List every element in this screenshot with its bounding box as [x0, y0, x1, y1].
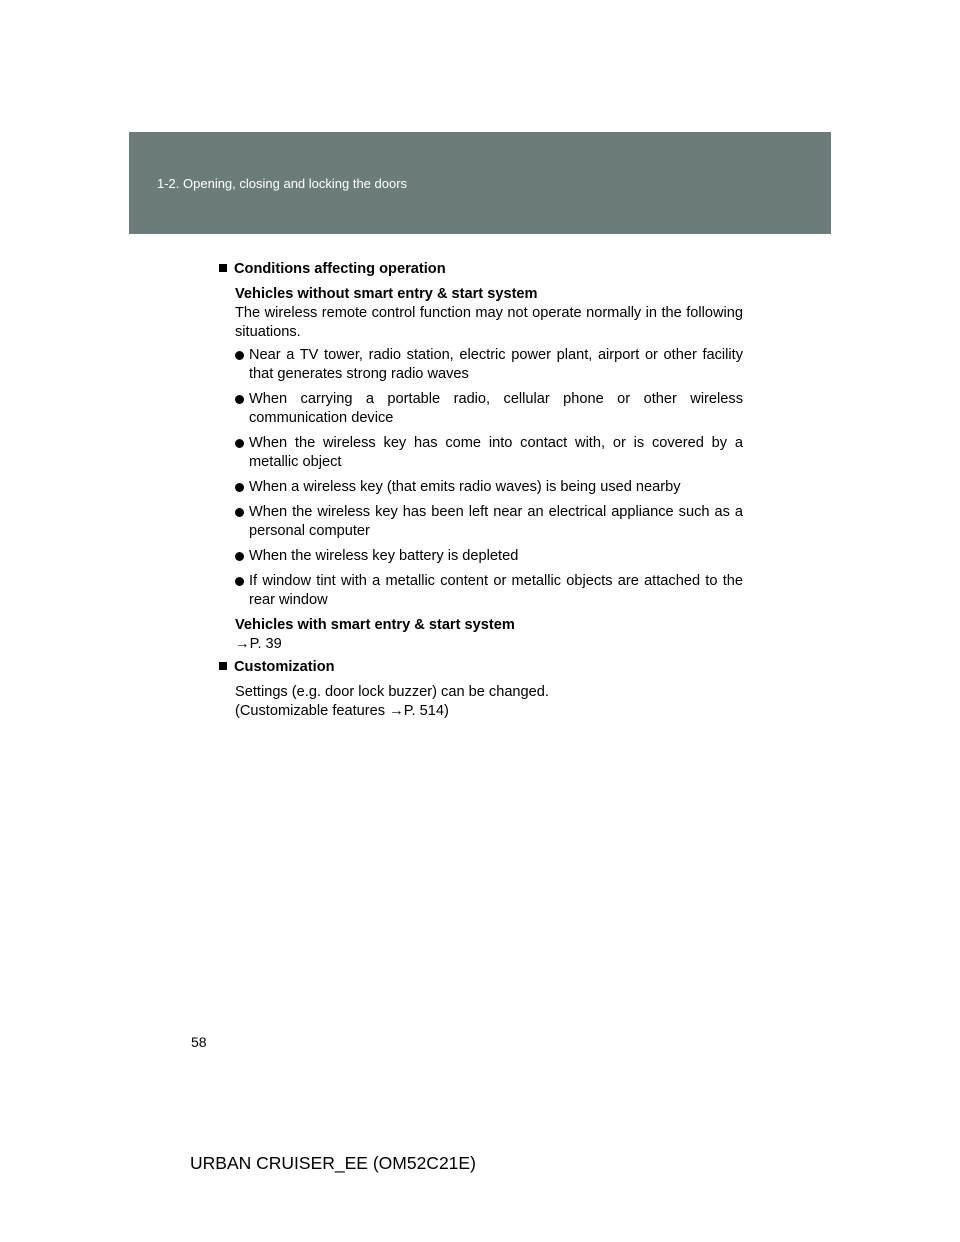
section-body-customization — [235, 683, 743, 721]
section-heading-text: Customization — [234, 659, 335, 675]
round-bullet-icon — [235, 351, 244, 360]
page-reference: →P. 39 — [235, 636, 282, 652]
round-bullet-icon — [235, 577, 244, 586]
subheading-with-smart-entry: Vehicles with smart entry & start system — [235, 617, 515, 633]
page-content — [219, 260, 743, 721]
section-heading-conditions — [219, 260, 743, 279]
list-item — [235, 572, 743, 610]
square-bullet-icon — [219, 662, 227, 670]
list-item-text: When the wireless key battery is depleted — [249, 548, 519, 564]
intro-paragraph: The wireless remote control function may not operate normally in the following situations. — [235, 305, 743, 340]
round-bullet-icon — [235, 508, 244, 517]
list-item-text: When the wireless key has been left near an electrical appliance such as a personal computer — [249, 504, 743, 539]
list-item-text: Near a TV tower, radio station, electric power plant, airport or other facility that generates strong radio waves — [249, 347, 743, 382]
page-number: 58 — [191, 1034, 207, 1050]
list-item-text: When the wireless key has come into contact with, or is covered by a metallic object — [249, 435, 743, 470]
round-bullet-icon — [235, 483, 244, 492]
round-bullet-icon — [235, 439, 244, 448]
square-bullet-icon — [219, 264, 227, 272]
round-bullet-icon — [235, 552, 244, 561]
section-header-title: 1-2. Opening, closing and locking the doors — [157, 176, 408, 191]
list-item — [235, 478, 743, 497]
section-heading-text: Conditions affecting operation — [234, 261, 446, 277]
customization-reference: (Customizable features →P. 514) — [235, 703, 449, 719]
list-item-text: If window tint with a metallic content or metallic objects are attached to the rear window — [249, 573, 743, 608]
list-item — [235, 547, 743, 566]
document-code: URBAN CRUISER_EE (OM52C21E) — [190, 1153, 476, 1173]
round-bullet-icon — [235, 395, 244, 404]
section-heading-customization — [219, 658, 743, 677]
list-item-text: When a wireless key (that emits radio waves) is being used nearby — [249, 479, 681, 495]
list-item — [235, 346, 743, 384]
conditions-list — [235, 346, 743, 610]
list-item — [235, 434, 743, 472]
subheading-without-smart-entry: Vehicles without smart entry & start system — [235, 286, 538, 302]
section-body-conditions — [235, 285, 743, 654]
list-item — [235, 390, 743, 428]
customization-line: Settings (e.g. door lock buzzer) can be changed. — [235, 684, 549, 700]
list-item — [235, 503, 743, 541]
list-item-text: When carrying a portable radio, cellular phone or other wireless communication device — [249, 391, 743, 426]
